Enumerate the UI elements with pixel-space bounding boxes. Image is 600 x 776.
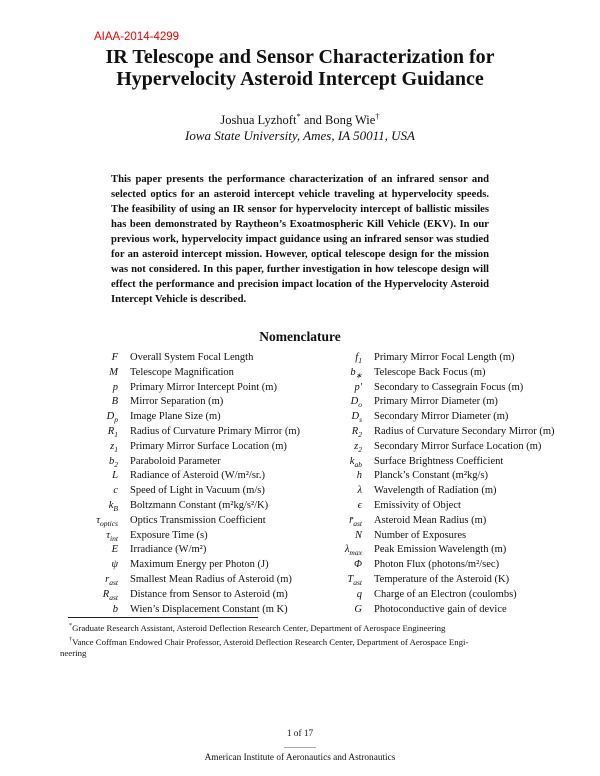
nomenclature-symbol: $T_{ast}$ <box>347 573 362 588</box>
nomenclature-symbol: $b_2$ <box>108 455 118 469</box>
nomenclature-symbol: E <box>111 544 118 556</box>
nomenclature-definition: Radius of Curvature Primary Mirror (m) <box>130 425 301 437</box>
nomenclature-definition: Radiance of Asteroid (W/m²/sr.) <box>130 470 265 482</box>
nomenclature-definition: Mirror Separation (m) <box>130 396 224 408</box>
nomenclature-symbol: $\tau_{int}$ <box>106 529 118 543</box>
nomenclature-definition: Secondary Mirror Diameter (m) <box>374 411 509 423</box>
nomenclature-definition: Secondary Mirror Surface Location (m) <box>374 440 542 452</box>
nomenclature-symbol: $D_s$ <box>351 411 362 425</box>
nomenclature-symbol: $f_1$ <box>355 352 362 366</box>
nomenclature-symbol: q <box>356 588 362 600</box>
nomenclature-symbol: Φ <box>354 559 362 571</box>
nomenclature-symbol: p <box>112 381 118 393</box>
author-1: Joshua Lyzhoft <box>220 113 297 128</box>
nomenclature-definition: Primary Mirror Diameter (m) <box>374 396 498 408</box>
footnote-2-text: Vance Coffman Endowed Chair Professor, Asteroid Deflection Research Center, Department of Aerospace Engi- <box>72 636 469 647</box>
nomenclature-definition: Secondary to Cassegrain Focus (m) <box>374 381 524 393</box>
footnote-2-mark: † <box>69 636 73 643</box>
nomenclature-definition: Asteroid Mean Radius (m) <box>374 514 487 526</box>
nomenclature-symbol: $z_2$ <box>354 440 362 454</box>
authors-line <box>0 111 600 128</box>
nomenclature-definition: Optics Transmission Coefficient <box>130 514 266 526</box>
nomenclature-definition: Radius of Curvature Secondary Mirror (m) <box>374 425 555 437</box>
nomenclature-definition: Telescope Magnification <box>130 366 234 378</box>
author-1-footnote-mark: * <box>296 111 301 121</box>
nomenclature-symbol: $k_{ab}$ <box>349 455 362 469</box>
nomenclature-definition: Primary Mirror Surface Location (m) <box>130 440 287 452</box>
nomenclature-definition: Primary Mirror Focal Length (m) <box>374 352 515 363</box>
nomenclature-symbol: $z_1$ <box>110 440 118 454</box>
footnote-1-text: Graduate Research Assistant, Asteroid Deflection Research Center, Department of Aerospace Engineering <box>72 622 446 633</box>
nomenclature-definition: Photon Flux (photons/m²/sec) <box>374 559 500 571</box>
nomenclature-definition: Irradiance (W/m²) <box>130 544 207 556</box>
nomenclature-symbol: c <box>113 485 118 497</box>
nomenclature-symbol: $\tau_{optics}$ <box>96 514 118 528</box>
nomenclature-symbol: $R_2$ <box>351 425 362 440</box>
paper-title <box>0 47 600 90</box>
nomenclature-definition: Wien’s Displacement Constant (m K) <box>130 603 288 615</box>
nomenclature-symbol: b <box>112 603 118 615</box>
nomenclature-definition: Image Plane Size (m) <box>130 411 221 423</box>
report-number: AIAA-2014-4299 <box>94 31 180 43</box>
page-number: 1 of 17 <box>286 729 314 739</box>
nomenclature-definition: Emissivity of Object <box>374 499 461 511</box>
nomenclature-symbol: p′ <box>354 381 362 393</box>
nomenclature-definition: Peak Emission Wavelength (m) <box>374 544 507 556</box>
nomenclature-symbol: $r_{ast}$ <box>105 573 118 588</box>
nomenclature-symbol: h <box>356 470 362 482</box>
nomenclature-symbol: B <box>111 396 118 408</box>
nomenclature-symbol: $r̄_{ast}$ <box>349 514 362 528</box>
paper-title-line2: Hypervelocity Asteroid Intercept Guidance <box>116 67 484 90</box>
nomenclature-definition: Photoconductive gain of device <box>374 603 507 615</box>
nomenclature-symbol: $R_1$ <box>107 425 118 440</box>
paper-title-line1: IR Telescope and Sensor Characterization for <box>105 46 495 68</box>
footer-divider <box>284 747 316 748</box>
nomenclature-symbol: M <box>109 366 118 378</box>
nomenclature-definition: Speed of Light in Vacuum (m/s) <box>130 485 265 497</box>
nomenclature-definition: Surface Brightness Coefficient <box>374 455 504 467</box>
nomenclature-definition: Number of Exposures <box>374 529 467 541</box>
nomenclature-definition: Smallest Mean Radius of Asteroid (m) <box>130 573 292 585</box>
nomenclature-definition: Temperature of the Asteroid (K) <box>374 573 510 585</box>
nomenclature-symbol: F <box>111 352 118 363</box>
nomenclature-symbol: N <box>354 529 362 541</box>
footnote-2 <box>60 635 544 649</box>
nomenclature-symbol: $k_B$ <box>108 499 118 514</box>
nomenclature-symbol: $D_p$ <box>106 411 118 425</box>
nomenclature-definition: Distance from Sensor to Asteroid (m) <box>130 588 288 600</box>
nomenclature-symbol: ϵ <box>357 499 362 511</box>
footnote-2-continuation: neering <box>60 648 87 659</box>
institution-line: American Institute of Aeronautics and Astronautics <box>204 753 396 763</box>
authors-separator: and <box>300 113 326 128</box>
nomenclature-definition: Charge of an Electron (coulombs) <box>374 588 517 600</box>
nomenclature-definition: Wavelength of Radiation (m) <box>374 485 497 497</box>
nomenclature-heading: Nomenclature <box>259 329 341 344</box>
author-2-footnote-mark: † <box>375 111 380 121</box>
nomenclature-definition: Paraboloid Parameter <box>130 455 221 467</box>
nomenclature-definition: Maximum Energy per Photon (J) <box>130 559 269 571</box>
nomenclature-symbol: λ <box>357 485 362 497</box>
footnote-1-mark: * <box>69 623 73 629</box>
nomenclature-symbol: $\lambda_{max}$ <box>344 544 362 558</box>
nomenclature-definition: Overall System Focal Length <box>130 352 254 363</box>
footnote-divider <box>68 617 258 618</box>
nomenclature-definition: Primary Mirror Intercept Point (m) <box>130 381 277 393</box>
abstract: This paper presents the performance characterization of an infrared sensor and selected optics for an asteroid intercept vehicle traveling at hypervelocity speeds. The feasibility of using an IR sensor for hypervelocity intercept of ballistic missiles has been demonstrated by Raytheon’s Exoatmospheric Kill Vehicle (EKV). In our previous work, hypervelocity impact guidance using an infrared sensor was studied for an asteroid intercept mission. However, optical telescope design for the mission was not considered. In this paper, further investigation in how telescope design will effect the performance and precision impact location of the Hypervelocity Asteroid Intercept Vehicle is described. <box>111 174 489 305</box>
affiliation: Iowa State University, Ames, IA 50011, USA <box>184 128 415 143</box>
nomenclature-symbol: L <box>112 470 118 482</box>
nomenclature-symbol: $R_{ast}$ <box>102 588 118 602</box>
author-2: Bong Wie <box>325 113 376 128</box>
nomenclature-symbol: $D_o$ <box>350 396 362 410</box>
footnotes <box>60 621 544 660</box>
nomenclature-symbol: $b_∗$ <box>350 366 362 380</box>
nomenclature-definition: Exposure Time (s) <box>130 529 208 541</box>
nomenclature-definition: Planck’s Constant (m²kg/s) <box>374 470 488 482</box>
nomenclature-definition: Telescope Back Focus (m) <box>374 366 486 378</box>
nomenclature-symbol: G <box>354 603 362 615</box>
nomenclature-symbol: ψ <box>111 559 118 571</box>
footnote-1 <box>60 621 544 635</box>
nomenclature-list <box>60 351 555 617</box>
nomenclature-definition: Boltzmann Constant (m²kg/s²/K) <box>130 499 269 511</box>
